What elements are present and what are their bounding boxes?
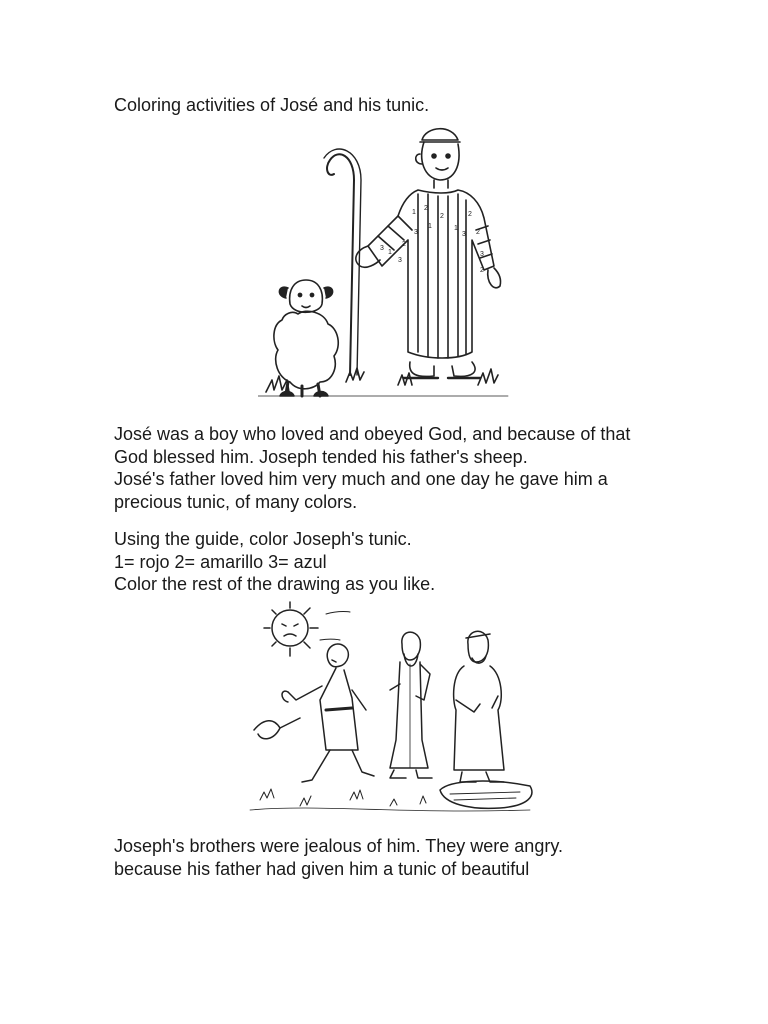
svg-text:1: 1 — [412, 209, 416, 216]
joseph-running-figure — [254, 644, 374, 782]
page-title — [114, 94, 674, 117]
text-line: Joseph's brothers were jealous of him. They were angry. — [114, 836, 563, 856]
brother-figure — [454, 631, 504, 782]
brother-figure — [390, 632, 432, 778]
text-line: Using the guide, color Joseph's tunic. — [114, 529, 412, 549]
text-line: precious tunic, of many colors. — [114, 491, 358, 512]
joseph-shepherd-illustration — [258, 120, 518, 405]
svg-text:1: 1 — [454, 225, 458, 232]
svg-text:2: 2 — [468, 211, 472, 218]
color-guide-line: 1= rojo 2= amarillo 3= azul — [114, 551, 327, 572]
svg-text:1: 1 — [388, 249, 392, 256]
tunic-number-labels — [380, 205, 484, 274]
svg-text:2: 2 — [402, 241, 406, 248]
sun-icon — [264, 602, 318, 656]
brothers-jealous-paragraph — [114, 835, 674, 880]
joseph-figure — [356, 129, 501, 378]
svg-text:3: 3 — [398, 257, 402, 264]
svg-text:3: 3 — [462, 231, 466, 238]
svg-text:2: 2 — [440, 213, 444, 220]
text-line: José was a boy who loved and obeyed God, and because of that — [114, 424, 631, 444]
staff-icon — [327, 154, 354, 375]
joseph-brothers-illustration — [240, 600, 540, 825]
svg-text:3: 3 — [414, 229, 418, 236]
svg-text:2: 2 — [480, 267, 484, 274]
coloring-instructions-paragraph — [114, 528, 674, 596]
svg-text:2: 2 — [476, 229, 480, 236]
text-line: because his father had given him a tunic of beautiful — [114, 858, 530, 879]
title-line: Coloring activities of José and his tunic. — [114, 95, 430, 115]
text-line: José's father loved him very much and one day he gave him a — [114, 469, 608, 489]
svg-text:3: 3 — [380, 245, 384, 252]
svg-text:2: 2 — [424, 205, 428, 212]
sheep-figure — [274, 280, 338, 396]
text-line: Color the rest of the drawing as you like. — [114, 574, 436, 594]
svg-text:1: 1 — [428, 223, 432, 230]
text-line: God blessed him. Joseph tended his father's sheep. — [114, 446, 528, 467]
svg-text:3: 3 — [480, 251, 484, 258]
story-intro-paragraph — [114, 423, 674, 513]
